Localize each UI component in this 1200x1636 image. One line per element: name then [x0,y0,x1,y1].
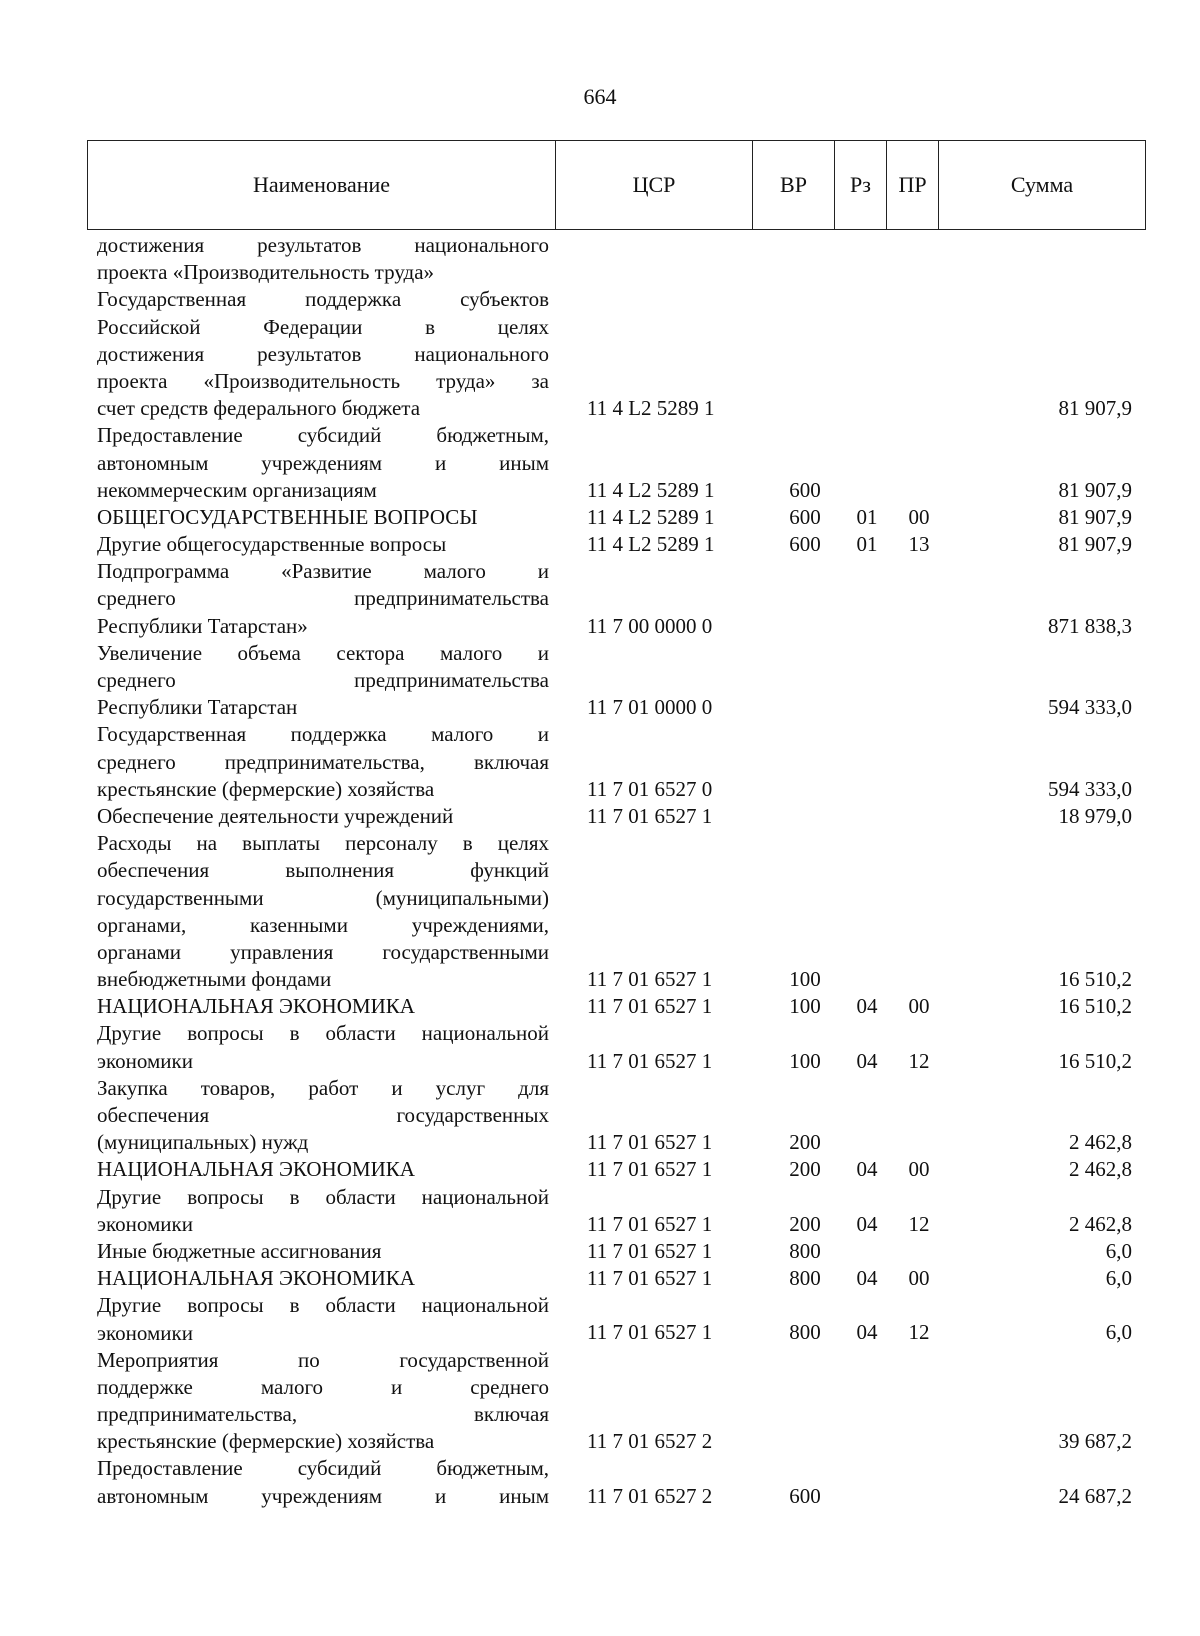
row-csr: 11 4 L2 5289 1 [587,504,715,529]
row-csr: 11 7 01 6527 1 [587,1211,713,1236]
table-row [0,803,1200,830]
row-name [97,1020,549,1074]
row-name-line: достижения результатов национального [97,233,549,257]
row-name-line: НАЦИОНАЛЬНАЯ ЭКОНОМИКА [97,1157,415,1182]
row-name-line: автономным учреждениям и иным [97,1483,549,1508]
row-sum: 594 333,0 [1048,776,1132,801]
table-row [0,1347,1200,1456]
row-vr: 800 [789,1320,821,1345]
row-rz: 04 [856,1211,878,1236]
header-csr: ЦСР [556,141,753,230]
table-row [0,1265,1200,1292]
row-name-line: (муниципальных) нужд [97,1130,309,1155]
row-name-line: экономики [97,1048,193,1073]
table-row [0,993,1200,1020]
table-row [0,1020,1200,1074]
row-vr: 600 [789,477,821,502]
table-row [0,232,1200,286]
row-sum: 6,0 [1105,1238,1132,1263]
row-name-line: Подпрограмма «Развитие малого и [97,559,549,584]
row-name [97,1075,549,1157]
row-name [97,558,549,640]
row-rz: 01 [856,504,878,529]
row-sum: 2 462,8 [1069,1211,1132,1236]
row-name-line: обеспечения выполнения функций [97,858,549,883]
row-pr: 12 [908,1048,930,1073]
row-sum: 81 907,9 [1058,532,1132,557]
row-csr: 11 7 01 6527 1 [587,1130,713,1155]
table-row [0,1455,1200,1509]
table-body [0,232,1200,1510]
row-csr: 11 7 01 6527 1 [587,994,713,1019]
row-name-line: Иные бюджетные ассигнования [97,1238,382,1263]
row-csr: 11 7 00 0000 0 [587,613,713,638]
row-name-line: среднего предпринимательства [97,668,549,692]
row-pr: 00 [908,1266,930,1291]
row-sum: 81 907,9 [1058,504,1132,529]
row-name-line: Другие вопросы в области национальной [97,1293,549,1318]
row-csr: 11 7 01 6527 1 [587,1048,713,1073]
row-name [97,232,549,286]
row-name-line: Предоставление субсидий бюджетным, [97,1456,549,1481]
row-sum: 81 907,9 [1058,396,1132,421]
row-name-line: Обеспечение деятельности учреждений [97,803,454,828]
row-name-line: Государственная поддержка субъектов [97,287,549,312]
row-name-line: Предоставление субсидий бюджетным, [97,423,549,448]
row-pr: 13 [908,532,930,557]
row-sum: 6,0 [1105,1320,1132,1345]
row-name-line: Расходы на выплаты персоналу в целях [97,831,549,856]
row-sum: 6,0 [1105,1266,1132,1291]
row-vr: 100 [789,1048,821,1073]
header-rz: Рз [835,141,887,230]
row-sum: 81 907,9 [1058,477,1132,502]
row-sum: 594 333,0 [1048,695,1132,720]
row-csr: 11 7 01 6527 1 [587,967,713,992]
row-pr: 00 [908,504,930,529]
row-vr: 200 [789,1157,821,1182]
row-vr: 100 [789,967,821,992]
row-name-line: Республики Татарстан» [97,613,308,638]
row-rz: 04 [856,994,878,1019]
row-sum: 871 838,3 [1048,613,1132,638]
row-name-line: поддержке малого и среднего [97,1374,549,1399]
table-row [0,1292,1200,1346]
row-vr: 200 [789,1211,821,1236]
row-csr: 11 7 01 6527 1 [587,1320,713,1345]
row-rz: 04 [856,1320,878,1345]
table-row [0,558,1200,640]
row-name [97,531,549,558]
row-name-line: крестьянские (фермерские) хозяйства [97,776,435,801]
row-csr: 11 4 L2 5289 1 [587,477,715,502]
row-name [97,286,549,422]
row-name-line: Республики Татарстан [97,695,298,720]
row-pr: 12 [908,1211,930,1236]
row-name-line: обеспечения государственных [97,1103,549,1127]
row-vr: 100 [789,994,821,1019]
row-name [97,1292,549,1346]
row-rz: 01 [856,532,878,557]
row-rz: 04 [856,1266,878,1291]
row-name-line: органами управления государственными [97,939,549,964]
row-name-line: Другие общегосударственные вопросы [97,532,447,557]
row-name-line: Другие вопросы в области национальной [97,1184,549,1209]
row-name-line: Мероприятия по государственной [97,1347,549,1372]
row-name-line: внебюджетными фондами [97,967,332,992]
row-name [97,830,549,993]
table-row [0,286,1200,422]
row-vr: 800 [789,1238,821,1263]
table-row [0,830,1200,993]
row-name [97,1238,549,1265]
row-name-line: проекта «Производительность труда» за [97,368,549,393]
row-name-line: среднего предпринимательства [97,586,549,611]
row-name [97,504,549,531]
table-row [0,422,1200,504]
row-name-line: достижения результатов национального [97,341,549,366]
row-name-line: автономным учреждениям и иным [97,450,549,475]
row-name [97,721,549,803]
row-pr: 12 [908,1320,930,1345]
header-vr: ВР [753,141,835,230]
row-name-line: Государственная поддержка малого и [97,722,549,747]
row-name [97,993,549,1020]
row-sum: 2 462,8 [1069,1157,1132,1182]
row-pr: 00 [908,1157,930,1182]
row-vr: 600 [789,532,821,557]
row-name-line: НАЦИОНАЛЬНАЯ ЭКОНОМИКА [97,1266,415,1291]
row-csr: 11 4 L2 5289 1 [587,532,715,557]
row-name [97,803,549,830]
row-name-line: Другие вопросы в области национальной [97,1021,549,1046]
row-sum: 39 687,2 [1058,1429,1132,1454]
header-name: Наименование [88,141,556,230]
row-sum: 16 510,2 [1058,967,1132,992]
row-name-line: Закупка товаров, работ и услуг для [97,1075,549,1100]
row-name-line: экономики [97,1320,193,1345]
table-row [0,721,1200,803]
row-csr: 11 7 01 6527 1 [587,803,713,828]
row-name-line: крестьянские (фермерские) хозяйства [97,1429,435,1454]
row-sum: 18 979,0 [1058,803,1132,828]
table-row [0,504,1200,531]
row-name-line: экономики [97,1211,193,1236]
row-vr: 800 [789,1266,821,1291]
row-name-line: счет средств федерального бюджета [97,396,421,421]
table-header [87,140,1146,230]
row-sum: 16 510,2 [1058,994,1132,1019]
row-name [97,1265,549,1292]
row-csr: 11 7 01 6527 0 [587,776,713,801]
row-sum: 16 510,2 [1058,1048,1132,1073]
row-name-line: предпринимательства, включая [97,1402,549,1427]
row-vr: 600 [789,504,821,529]
row-name-line: ОБЩЕГОСУДАРСТВЕННЫЕ ВОПРОСЫ [97,504,478,529]
row-sum: 24 687,2 [1058,1483,1132,1508]
row-vr: 200 [789,1130,821,1155]
table-row [0,1075,1200,1157]
row-name [97,1184,549,1238]
row-name-line: некоммерческим организациям [97,477,377,502]
table-row [0,1184,1200,1238]
table-row [0,531,1200,558]
row-csr: 11 7 01 6527 2 [587,1483,713,1508]
table-row [0,1238,1200,1265]
row-csr: 11 7 01 6527 1 [587,1238,713,1263]
row-csr: 11 4 L2 5289 1 [587,396,715,421]
table-row [0,1156,1200,1183]
header-pr: ПР [887,141,939,230]
row-csr: 11 7 01 6527 1 [587,1266,713,1291]
row-name-line: проекта «Производительность труда» [97,260,435,285]
table-row [0,640,1200,722]
row-sum: 2 462,8 [1069,1130,1132,1155]
row-name [97,1455,549,1509]
row-csr: 11 7 01 6527 1 [587,1157,713,1182]
row-name [97,422,549,504]
row-rz: 04 [856,1157,878,1182]
row-name-line: государственными (муниципальными) [97,885,549,910]
row-name [97,1156,549,1183]
row-pr: 00 [908,994,930,1019]
row-name [97,1347,549,1456]
row-rz: 04 [856,1048,878,1073]
header-sum: Сумма [939,141,1146,230]
row-name [97,640,549,722]
row-vr: 600 [789,1483,821,1508]
row-name-line: среднего предпринимательства, включая [97,749,549,774]
page-number: 664 [583,84,617,109]
row-name-line: Российской Федерации в целях [97,314,549,339]
row-name-line: НАЦИОНАЛЬНАЯ ЭКОНОМИКА [97,994,415,1019]
row-name-line: Увеличение объема сектора малого и [97,640,549,665]
row-name-line: органами, казенными учреждениями, [97,912,549,937]
row-csr: 11 7 01 6527 2 [587,1429,713,1454]
row-csr: 11 7 01 0000 0 [587,695,713,720]
